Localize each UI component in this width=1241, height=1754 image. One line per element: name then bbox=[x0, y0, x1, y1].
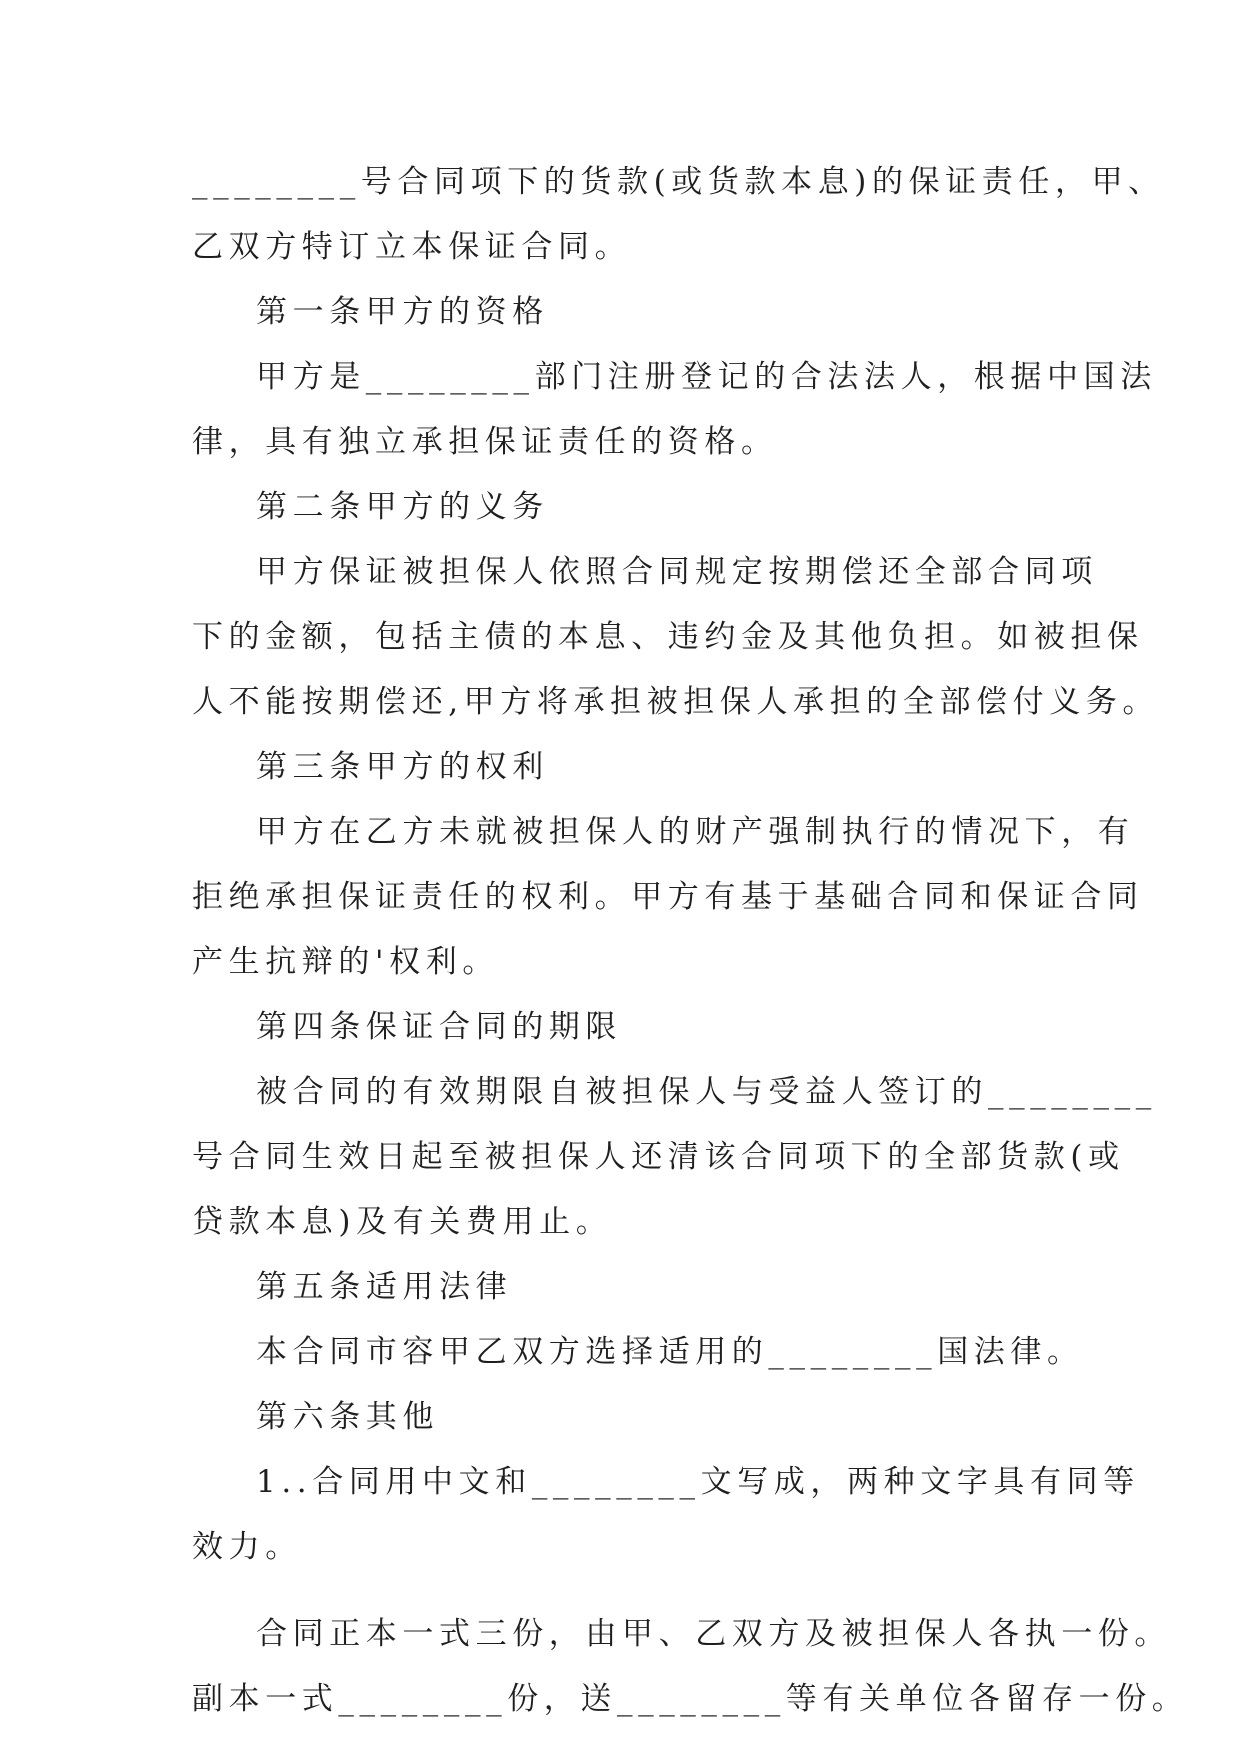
paragraph-line: 甲方保证被担保人依照合同规定按期偿还全部合同项 bbox=[256, 554, 1098, 590]
paragraph-line: 甲方在乙方未就被担保人的财产强制执行的情况下，有 bbox=[256, 814, 1135, 850]
paragraph-line: 1..合同用中文和________文写成，两种文字具有同等 bbox=[256, 1464, 1140, 1500]
paragraph-line: 合同正本一式三份，由甲、乙双方及被担保人各执一份。 bbox=[256, 1616, 1171, 1652]
paragraph-line: 乙双方特订立本保证合同。 bbox=[192, 229, 632, 265]
article-3-heading: 第三条甲方的权利 bbox=[256, 749, 549, 785]
paragraph-line: 号合同生效日起至被担保人还清该合同项下的全部货款(或 bbox=[192, 1139, 1125, 1175]
paragraph-line: 下的金额，包括主债的本息、违约金及其他负担。如被担保 bbox=[192, 619, 1144, 655]
paragraph-line: 被合同的有效期限自被担保人与受益人签订的________ bbox=[256, 1074, 1157, 1110]
paragraph-line: 效力。 bbox=[192, 1529, 302, 1565]
paragraph-line: 本合同市容甲乙双方选择适用的________国法律。 bbox=[256, 1334, 1084, 1370]
paragraph-line: 拒绝承担保证责任的权利。甲方有基于基础合同和保证合同 bbox=[192, 879, 1144, 915]
paragraph-gap bbox=[192, 1580, 1072, 1602]
contract-page bbox=[192, 150, 1189, 1732]
article-6-heading: 第六条其他 bbox=[256, 1399, 439, 1435]
paragraph-line: 甲方是________部门注册登记的合法法人，根据中国法 bbox=[256, 359, 1157, 395]
paragraph-line: 律，具有独立承担保证责任的资格。 bbox=[192, 424, 778, 460]
article-5-heading: 第五条适用法律 bbox=[256, 1269, 513, 1305]
article-2-heading: 第二条甲方的义务 bbox=[256, 489, 549, 525]
paragraph-line: ________号合同项下的货款(或货款本息)的保证责任，甲、 bbox=[192, 164, 1165, 200]
paragraph-line: 贷款本息)及有关费用止。 bbox=[192, 1204, 613, 1240]
paragraph-line: 产生抗辩的'权利。 bbox=[192, 944, 499, 980]
paragraph-line: 人不能按期偿还,甲方将承担被担保人承担的全部偿付义务。 bbox=[192, 684, 1160, 720]
article-4-heading: 第四条保证合同的期限 bbox=[256, 1009, 622, 1045]
paragraph-line: 副本一式________份，送________等有关单位各留存一份。 bbox=[192, 1681, 1189, 1717]
article-1-heading: 第一条甲方的资格 bbox=[256, 294, 549, 330]
